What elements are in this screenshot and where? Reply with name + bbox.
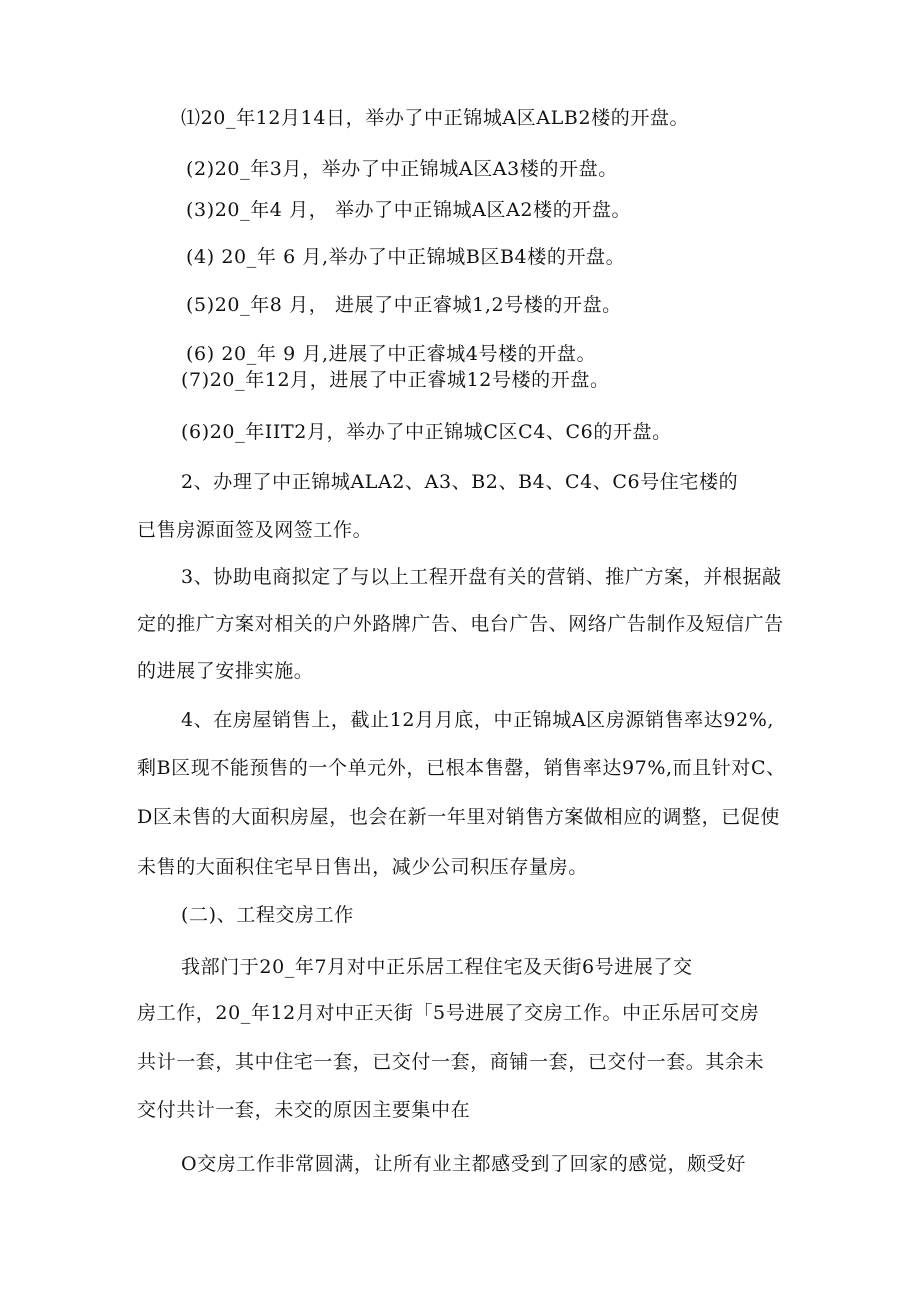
paragraph-line: 共计一套，其中住宅一套，已交付一套，商铺一套，已交付一套。其余未 [137, 1051, 765, 1073]
list-item: (5)20_年8 月， 进展了中正睿城1,2号楼的开盘。 [186, 294, 622, 316]
paragraph-line: 4、在房屋销售上，截止12月月底，中正锦城A区房源销售率达92%, [181, 709, 775, 731]
paragraph-line: 已售房源面签及网签工作。 [137, 519, 373, 541]
paragraph-line: O交房工作非常圆满，让所有业主都感受到了回家的感觉，颇受好 [181, 1153, 746, 1175]
paragraph-line: 交付共计一套，未交的原因主要集中在 [137, 1099, 471, 1121]
paragraph-line: D区未售的大面积房屋，也会在新一年里对销售方案做相应的调整，已促使 [137, 806, 781, 828]
paragraph-line: 3、协助电商拟定了与以上工程开盘有关的营销、推广方案，并根据敲 [181, 566, 782, 588]
list-item: (2)20_年3月，举办了中正锦城A区A3楼的开盘。 [186, 158, 618, 180]
list-item: (6) 20_年 9 月,进展了中正睿城4号楼的开盘。 [186, 343, 597, 365]
paragraph-line: 房工作，20_年12月对中正天街「5号进展了交房工作。中正乐居可交房 [137, 1002, 760, 1024]
paragraph-line: 2、办理了中正锦城ALA2、A3、B2、B4、C4、C6号住宅楼的 [181, 471, 739, 493]
list-item: (6)20_年IIT2月，举办了中正锦城C区C4、C6的开盘。 [181, 421, 672, 443]
list-item: (7)20_年12月，进展了中正睿城12号楼的开盘。 [181, 369, 610, 391]
paragraph-line: 未售的大面积住宅早日售出，减少公司积压存量房。 [137, 856, 588, 878]
list-item: (4) 20_年 6 月,举办了中正锦城B区B4楼的开盘。 [186, 246, 626, 268]
list-item: ⑴20_年12月14日，举办了中正锦城A区ALB2楼的开盘。 [181, 107, 690, 129]
paragraph-line: 的进展了安排实施。 [137, 660, 314, 682]
paragraph-line: 我部门于20_年7月对中正乐居工程住宅及天街6号进展了交 [181, 956, 693, 978]
section-heading: (二)、工程交房工作 [181, 904, 354, 926]
list-item: (3)20_年4 月， 举办了中正锦城A区A2楼的开盘。 [186, 199, 632, 221]
paragraph-line: 定的推广方案对相关的户外路牌广告、电台广告、网络广告制作及短信广告 [137, 613, 784, 635]
paragraph-line: 剩B区现不能预售的一个单元外，已根本售罄，销售率达97%,而且针对C、 [137, 757, 786, 779]
